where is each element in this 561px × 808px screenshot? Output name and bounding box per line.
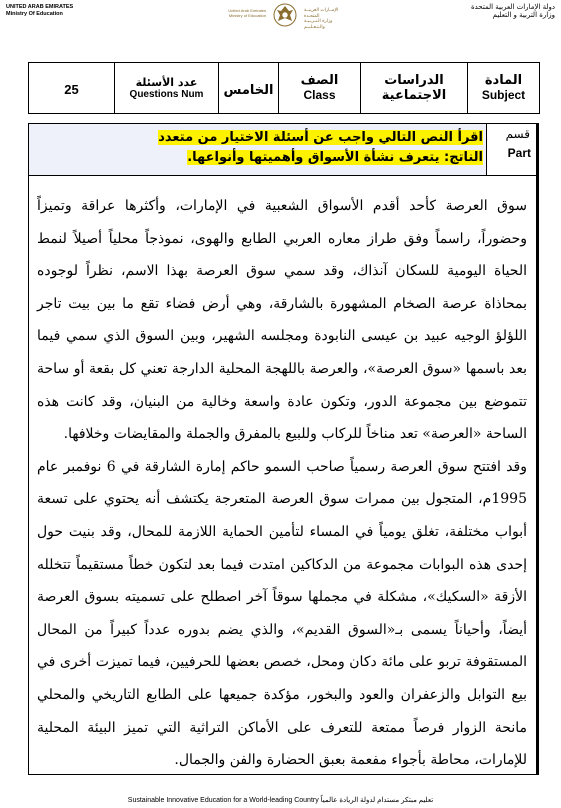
class-label: الصف Class [279,63,361,114]
questions-count-label: عدد الأسئلة Questions Num [115,63,219,114]
country-name-en: UNITED ARAB EMIRATES [6,4,74,10]
passage-paragraph-2: وقد افتتح سوق العرصة رسمياً صاحب السمو حاكم إمارة الشارقة في 6 نوفمبر عام 1995م، المتجول بين ممرات سوق العرصة المتعرجة يكتشف أنه يحتوي على تسعة أبواب مختلفة، تغلق يومياً في المساء لتأمين الحماية اللازمة للمحال، وقد بنيت حول إحدى هذه البوابات مجموعة من الدكاكين امتدت فيما بعد لتكون خطاً مستقيماً تتخلله الأزقة «السكيك»، مشكلة في مجملها سوقاً آخر اصطلح على تسميته بسوق العرصة أيضاً، وأحياناً يسمى بـ«السوق القديم»، والذي يضم بدوره عدداً كبيراً من المحال المستقوفة تربو على مائة دكان ومحل، خصص بعضها للحرفيين، فيما تميزت أخرى في بيع التوابل والزعفران والعود والبخور، مؤكدة جميعها على الطابع التاريخي والمحلي مانحة الزوار فرصاً ممتعة للتعرف على الأماكن التراثية التي تميز البيئة المحلية للإمارات، محاطة بأجواء مفعمة بعبق الحضارة والفن والجمال. [37,458,527,769]
page-footer: Sustainable Innovative Education for a World-leading Country تعليم مبتكر مستدام لدولة الريادة عالمياً [127,797,434,804]
subject-value: الدراسات الاجتماعية [361,63,468,114]
subject-label: المادة Subject [468,63,540,114]
part-label-ar: قسم [505,127,530,141]
part-label-en: Part [507,146,531,160]
logo-text-en: United Arab Emirates Ministry of Education [228,8,266,18]
instruction-line-2: الناتج: يتعرف نشأة الأسواق وأهميتها وأنواعها. [187,150,483,165]
exam-info-table [28,62,540,114]
questions-count-value: 25 [29,63,115,114]
ministry-name-ar: وزارة التربية و التعليم [492,11,555,19]
logo-text-ar: الإمــارات العربيــة المتحـدة وزارة الـتـربـيـة والـتـعـلـيـم [304,8,339,30]
passage-paragraph-1: سوق العرصة كأحد أقدم الأسواق الشعبية في الإمارات، وأكثرها عراقة وتميزاً وحضوراً، راسماً وفق طراز معاره العربي الطابع والهوى، نموذجاً محلياً أصيلاً لنمط الحياة اليومية للسكان آنذاك، وقد سمي سوق العرصة بهذا الاسم، نظراً لوجوده بمحاذاة عرصة الصخام المشهورة بالشارقة، وهي أرض فضاء تقع ما بين بيت تاجر اللؤلؤ الوجيه عبيد بن عيسى النابودة ومجلسه الشهير، وبين السوق الذي سمي فيما بعد باسمها «سوق العرصة»، والعرصة باللهجة المحلية الدارجة تعني كل بقعة أو ساحة تتموضع بين مجموعة الدور، وتكون عادة واسعة وخالية من البنيان، وقد كانت هذه الساحة «العرصة» تعد مناخاً للركاب وللبيع بالمفرق والجملة والمقايضات وخلافها. [37,198,527,443]
uae-emblem-icon [272,2,298,28]
instruction-text [43,128,483,168]
instruction-box [29,124,489,176]
reading-section [28,123,539,775]
page-header [0,0,561,42]
header-right [471,3,555,19]
instruction-line-1: اقرأ النص التالي واجب عن أسئلة الاختيار من متعدد [158,130,483,145]
header-left [6,4,73,18]
part-label-box [486,124,536,176]
class-value: الخامس [219,63,279,114]
reading-passage [37,190,527,777]
ministry-name-en: Ministry Of Education [6,11,63,17]
country-name-ar: دولة الإمارات العربية المتحدة [470,3,555,11]
ministry-logo [222,2,350,28]
